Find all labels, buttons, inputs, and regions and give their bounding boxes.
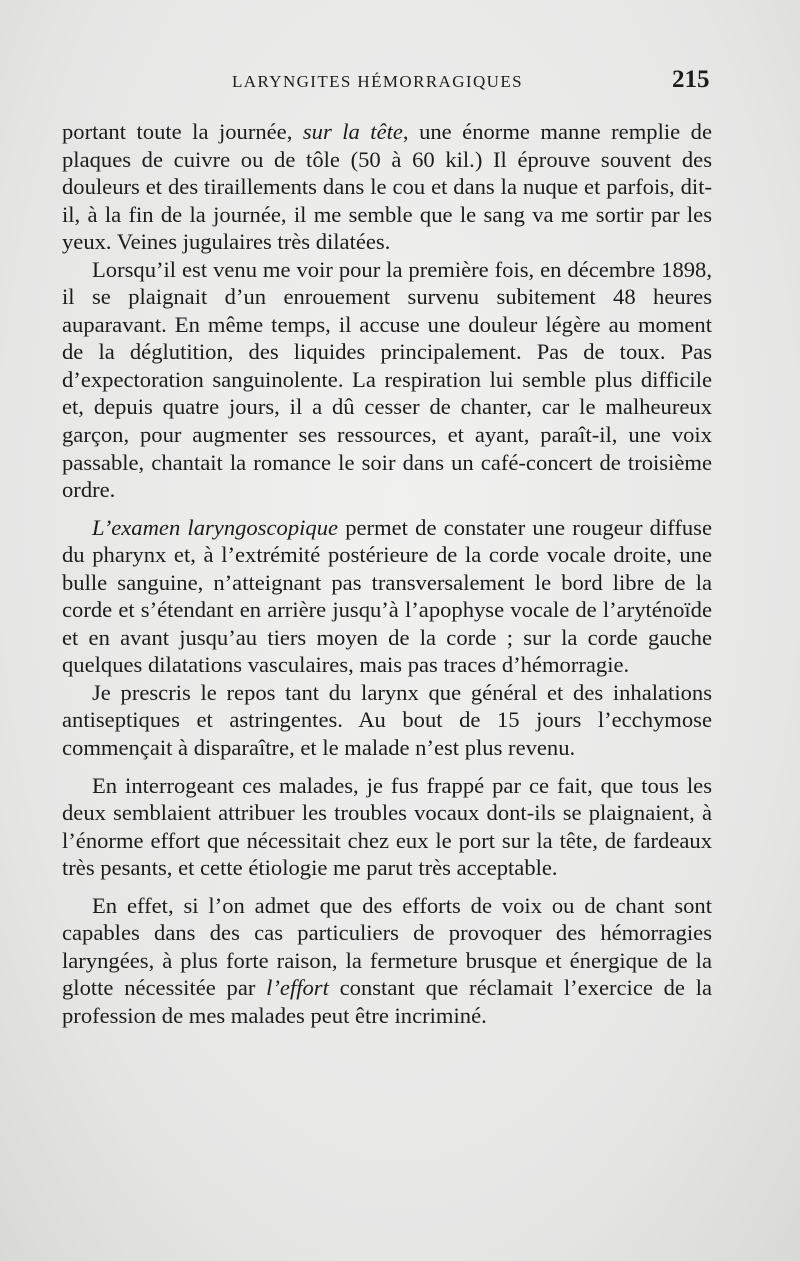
body-text: [62, 118, 712, 1030]
page-header: [0, 66, 800, 100]
paragraph-text: , une énorme manne remplie de plaques de cuivre ou de tôle (50 à 60 kil.) Il éprouve souvent des douleurs et des tiraillements dans le cou et dans la nuque et parfois, dit-il, à la fin de la journée, il me semble que le sang va me sortir par les yeux. Veines jugulaires très dilatées.: [62, 119, 712, 255]
paragraph-text: portant toute la journée,: [62, 119, 303, 144]
paragraph-2: [62, 256, 712, 504]
paragraph-5: [62, 772, 712, 882]
emphasis-text: L’examen laryngoscopique: [92, 514, 339, 540]
paragraph-text: En interrogeant ces malades, je fus frappé par ce fait, que tous les deux semblaient attribuer les troubles vocaux dont-ils se plaignaient, à l’énorme effort que nécessitait chez eux le port sur la tête, de fardeaux très pesants, et cette étiologie me parut très acceptable.: [62, 772, 712, 881]
paragraph-text: constant que réclamait l’exercice de la profession de mes malades peut être incriminé.: [62, 975, 712, 1028]
paragraph-text: En effet, si l’on admet que des efforts de voix ou de chant sont capables dans des cas particuliers de provoquer des hémorragies laryngées, à plus forte raison, la fermeture brusque et énergique de la glotte nécessitée par: [62, 892, 712, 1001]
paragraph-4: [62, 679, 712, 762]
paragraph-text: Je prescris le repos tant du larynx que général et des inhalations antiseptiques et astringentes. Au bout de 15 jours l’ecchymose commençait à disparaître, et le malade n’est plus revenu.: [62, 679, 712, 761]
paragraph-text: Lorsqu’il est venu me voir pour la première fois, en décembre 1898, il se plaignait d’un enrouement survenu subitement 48 heures auparavant. En même temps, il accuse une douleur légère au moment de la déglutition, des liquides principalement. Pas de toux. Pas d’expectoration sanguinolente. La respiration lui semble plus difficile et, depuis quatre jours, il a dû cesser de chanter, car le malheureux garçon, pour augmenter ses ressources, et ayant, paraît-il, une voix passable, chantait la romance le soir dans un café-concert de troisième ordre.: [62, 256, 712, 503]
paragraph-6: [62, 892, 712, 1030]
emphasis-text: l’effort: [266, 975, 329, 1001]
paragraph-1: [62, 118, 712, 256]
paragraph-text: permet de constater une rougeur diffuse du pharynx et, à l’extrémité postérieure de la corde vocale droite, une bulle sanguine, n’atteignant pas transversalement le bord libre de la corde et s’étendant en arrière jusqu’à l’apophyse vocale de l’aryténoïde et en avant jusqu’au tiers moyen de la corde ; sur la corde gauche quelques dilatations vasculaires, mais pas traces d’hémorragie.: [62, 514, 712, 678]
running-title: LARYNGITES HÉMORRAGIQUES: [232, 72, 523, 91]
emphasis-text: sur la tête: [302, 119, 403, 144]
page-number: 215: [672, 66, 710, 93]
paragraph-3: [62, 514, 712, 679]
